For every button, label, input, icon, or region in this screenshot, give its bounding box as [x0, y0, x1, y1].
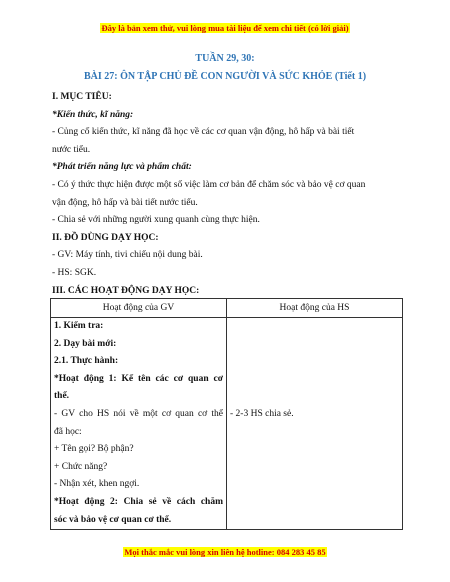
hs-line: - 2-3 HS chia sẻ. — [230, 409, 294, 419]
gv-activity-heading: *Hoạt động 2: Chia sẻ về cách chăm — [54, 496, 223, 507]
preview-banner-text: Đây là bản xem thử, vui lòng mua tài liệu để xem chi tiết (có lời giải) — [101, 23, 349, 33]
knowledge-item-cont: nước tiểu. — [52, 144, 91, 155]
knowledge-item: - Củng cố kiến thức, kĩ năng đã học về các cơ quan vận động, hô hấp và bài tiết — [52, 127, 355, 138]
materials-teacher: - GV: Máy tính, tivi chiếu nội dung bài. — [52, 250, 203, 261]
student-activities-cell — [227, 318, 403, 530]
section-activities-heading: III. CÁC HOẠT ĐỘNG DẠY HỌC: — [52, 285, 200, 296]
gv-step: 1. Kiểm tra: — [54, 321, 104, 331]
gv-step: 2. Dạy bài mới: — [54, 338, 117, 349]
week-title: TUẦN 29, 30: — [195, 53, 255, 64]
teacher-activities-cell — [51, 318, 227, 530]
column-header-student: Hoạt động của HS — [227, 299, 403, 318]
lesson-title: BÀI 27: ÔN TẬP CHỦ ĐỀ CON NGƯỜI VÀ SỨC KHỎE (Tiết 1) — [83, 71, 367, 82]
section-objectives-heading: I. MỤC TIÊU: — [52, 92, 112, 102]
document-titles — [0, 52, 450, 84]
gv-line: - GV cho HS nói về một cơ quan cơ thể — [54, 408, 223, 419]
section-materials-heading: II. ĐỒ DÙNG DẠY HỌC: — [52, 232, 159, 243]
table-row — [51, 318, 403, 530]
preview-banner — [0, 23, 450, 33]
table-header-row — [51, 299, 403, 318]
gv-line: - Nhận xét, khen ngợi. — [54, 479, 140, 490]
hotline-banner — [0, 547, 450, 557]
gv-activity-heading-cont: thể. — [54, 391, 70, 402]
gv-step: 2.1. Thực hành: — [54, 356, 119, 367]
document-body — [52, 89, 402, 300]
knowledge-heading: *Kiến thức, kĩ năng: — [52, 109, 134, 120]
hotline-banner-text: Mọi thắc mắc vui lòng xin liên hệ hotline: 084 283 45 85 — [124, 547, 326, 557]
gv-line: đã học: — [54, 426, 82, 437]
column-header-teacher: Hoạt động của GV — [51, 299, 227, 318]
gv-activity-heading-cont: sóc và bảo vệ cơ quan cơ thể. — [54, 514, 172, 525]
competence-item: - Có ý thức thực hiện được một số việc làm cơ bản để chăm sóc và bảo vệ cơ quan — [52, 179, 366, 190]
gv-line: + Chức năng? — [54, 461, 108, 472]
cell-spacer — [227, 318, 402, 406]
activities-table — [50, 298, 403, 530]
competence-item-2: - Chia sẻ với những người xung quanh cùng thực hiện. — [52, 215, 260, 226]
competence-item-cont: vận động, hô hấp và bài tiết nước tiểu. — [52, 197, 198, 208]
competence-heading: *Phát triển năng lực và phẩm chất: — [52, 162, 192, 173]
gv-activity-heading: *Hoạt động 1: Kể tên các cơ quan cơ — [54, 373, 223, 384]
materials-student: - HS: SGK. — [52, 267, 97, 278]
gv-line: + Tên gọi? Bộ phận? — [54, 444, 134, 455]
